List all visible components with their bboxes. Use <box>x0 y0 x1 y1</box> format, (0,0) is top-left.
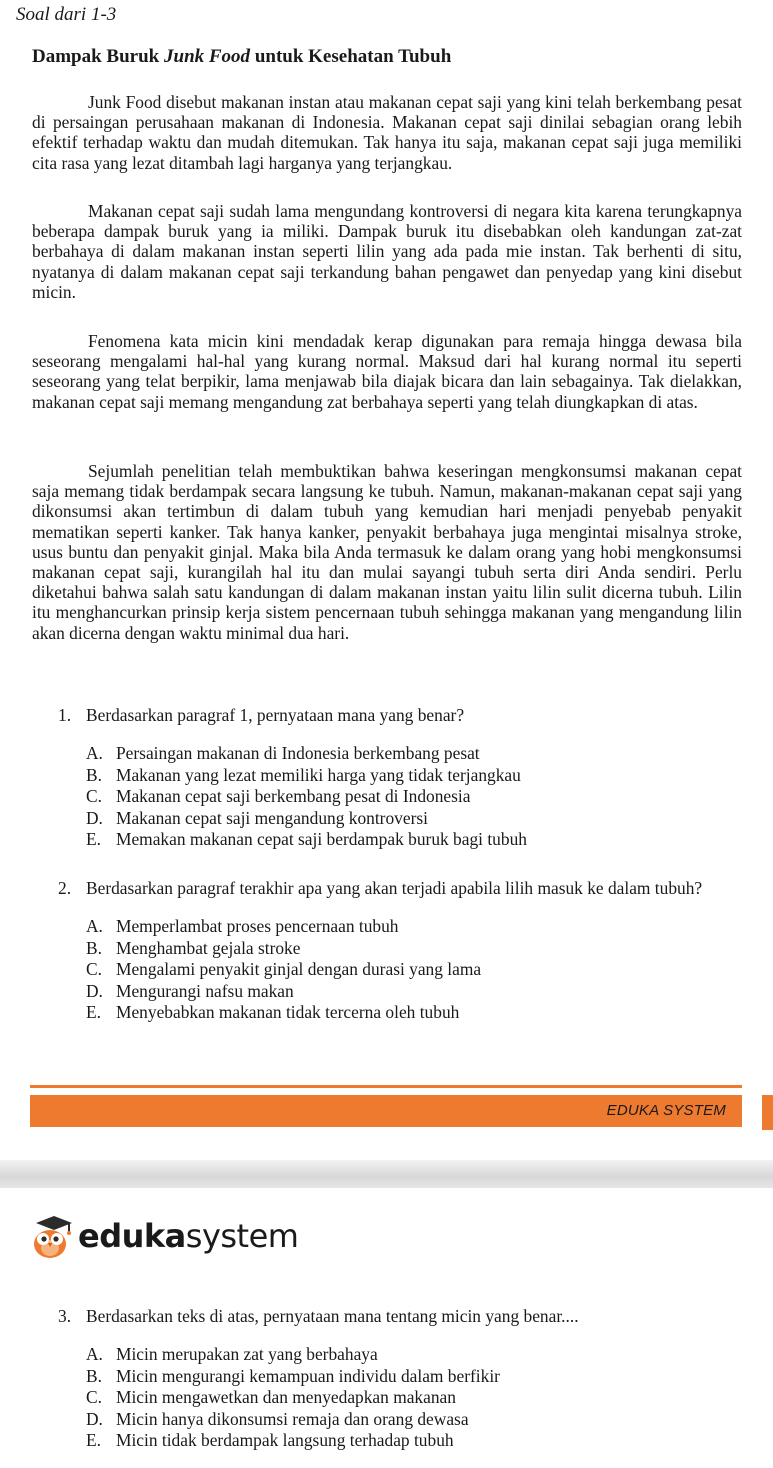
paragraph-1: Junk Food disebut makanan instan atau makanan cepat saji yang kini telah berkembang pesat di persaingan perusahaan makanan di Indonesia. Makanan cepat saji dinilai sebagian orang lebih efektif terhadap waktu dan mudah ditemukan. Tak hanya itu saja, makanan cepat saji juga memiliki cita rasa yang lezat ditambah lagi harganya yang terjangkau. <box>32 92 742 173</box>
option-e[interactable] <box>86 1430 742 1452</box>
question-number: 1. <box>58 705 72 725</box>
question-number: 3. <box>58 1306 72 1326</box>
question-text: Berdasarkan teks di atas, pernyataan mana tentang micin yang benar.... <box>86 1306 579 1326</box>
question-1 <box>58 705 742 851</box>
option-text: Mengurangi nafsu makan <box>116 980 294 1001</box>
option-text: Menghambat gejala stroke <box>116 937 301 958</box>
option-letter: C. <box>86 786 102 807</box>
option-text: Makanan yang lezat memiliki harga yang tidak terjangkau <box>116 764 521 785</box>
question-stem <box>58 1306 742 1326</box>
option-text: Persaingan makanan di Indonesia berkembang pesat <box>116 743 480 764</box>
footer-tab <box>762 1095 773 1130</box>
paragraph-3: Fenomena kata micin kini mendadak kerap digunakan para remaja hingga dewasa bila seseorang mengalami hal-hal yang kurang normal. Maksud dari hal kurang normal itu seperti seseorang yang telat berpikir, lama menjawab bila diajak bicara dan lain sebagainya. Tak dielakkan, makanan cepat saji memang mengandung zat berbahaya seperti yang telah diungkapkan di atas. <box>32 331 742 412</box>
option-letter: A. <box>86 916 103 937</box>
option-d[interactable] <box>86 981 742 1003</box>
option-text: Mengalami penyakit ginjal dengan durasi yang lama <box>116 959 482 980</box>
option-letter: A. <box>86 1344 103 1365</box>
article-title-part3: untuk Kesehatan Tubuh <box>250 46 452 67</box>
option-letter: D. <box>86 980 103 1001</box>
option-d[interactable] <box>86 808 742 830</box>
option-text: Micin mengurangi kemampuan individu dalam berfikir <box>116 1365 500 1386</box>
question-stem <box>58 705 742 725</box>
article-title-junk-food: Junk Food <box>164 46 251 67</box>
option-text: Memperlambat proses pencernaan tubuh <box>116 916 399 937</box>
section-label: Soal dari 1-3 <box>16 4 117 25</box>
eduka-system-logo <box>30 1210 298 1262</box>
owl-mascot-icon <box>30 1213 74 1259</box>
option-text: Micin hanya dikonsumsi remaja dan orang dewasa <box>116 1408 469 1429</box>
option-list <box>86 743 742 851</box>
option-letter: E. <box>86 1430 101 1451</box>
option-b[interactable] <box>86 938 742 960</box>
option-d[interactable] <box>86 1409 742 1431</box>
question-stem <box>58 878 742 898</box>
option-c[interactable] <box>86 959 742 981</box>
option-text: Micin merupakan zat yang berbahaya <box>116 1344 378 1365</box>
option-b[interactable] <box>86 765 742 787</box>
option-letter: B. <box>86 764 102 785</box>
article-title-part1: Dampak Buruk <box>32 46 164 67</box>
option-letter: C. <box>86 1387 102 1408</box>
option-text: Memakan makanan cepat saji berdampak buruk bagi tubuh <box>116 829 527 850</box>
option-text: Makanan cepat saji berkembang pesat di Indonesia <box>116 786 471 807</box>
logo-wordmark-light: system <box>185 1217 299 1255</box>
question-text: Berdasarkan paragraf terakhir apa yang akan terjadi apabila lilih masuk ke dalam tubuh? <box>86 878 703 898</box>
option-c[interactable] <box>86 786 742 808</box>
page-separator <box>0 1160 773 1188</box>
footer-brand-text: EDUKA SYSTEM <box>606 1102 726 1119</box>
option-text: Micin mengawetkan dan menyedapkan makanan <box>116 1387 456 1408</box>
article-title <box>32 46 451 68</box>
question-2 <box>58 878 742 1024</box>
option-list <box>86 916 742 1024</box>
option-c[interactable] <box>86 1387 742 1409</box>
footer-divider <box>30 1085 742 1088</box>
option-letter: E. <box>86 1002 101 1023</box>
logo-wordmark-bold: eduka <box>78 1217 186 1255</box>
option-letter: A. <box>86 743 103 764</box>
question-text: Berdasarkan paragraf 1, pernyataan mana yang benar? <box>86 705 465 725</box>
option-text: Micin tidak berdampak langsung terhadap tubuh <box>116 1430 454 1451</box>
paragraph-4: Sejumlah penelitian telah membuktikan bahwa keseringan mengkonsumsi makanan cepat saja memang tidak berdampak secara langsung ke tubuh. Namun, makanan-makanan cepat saji yang dikonsumsi akan tertimbun di dalam tubuh yang kemudian hari menjadi penyebab penyakit mematikan seperti kanker. Tak hanya kanker, penyakit berbahaya juga mengintai misalnya stroke, usus buntu dan penyakit ginjal. Maka bila Anda termasuk ke dalam orang yang hobi mengkonsumsi makanan cepat saji, kurangilah hal itu dan mulai sayangi tubuh serta diri Anda sendiri. Perlu diketahui bahwa salah satu kandungan di dalam makanan instan yaitu lilin sulit dicerna tubuh. Lilin itu menghancurkan prinsip kerja sistem pencernaan tubuh sehingga makanan yang mengandung lilin akan dicerna dengan waktu minimal dua hari. <box>32 461 742 643</box>
logo-wordmark <box>78 1217 298 1255</box>
option-text: Menyebabkan makanan tidak tercerna oleh tubuh <box>116 1002 460 1023</box>
option-a[interactable] <box>86 916 742 938</box>
paragraph-2: Makanan cepat saji sudah lama mengundang kontroversi di negara kita karena terungkapnya beberapa dampak buruk yang ia miliki. Dampak buruk itu disebabkan oleh kandungan zat-zat berbahaya di dalam makanan instan seperti lilin yang ada pada mie instan. Tak berhenti di situ, nyatanya di dalam makanan cepat saji terkandung bahan pengawet dan penyedap yang kini disebut micin. <box>32 201 742 302</box>
option-letter: B. <box>86 937 102 958</box>
option-letter: E. <box>86 829 101 850</box>
option-a[interactable] <box>86 743 742 765</box>
option-letter: D. <box>86 807 103 828</box>
option-e[interactable] <box>86 829 742 851</box>
option-letter: B. <box>86 1365 102 1386</box>
question-number: 2. <box>58 878 72 898</box>
option-e[interactable] <box>86 1002 742 1024</box>
option-a[interactable] <box>86 1344 742 1366</box>
option-list <box>86 1344 742 1452</box>
question-3 <box>58 1306 742 1452</box>
footer-bar <box>30 1095 742 1127</box>
option-text: Makanan cepat saji mengandung kontroversi <box>116 807 428 828</box>
option-b[interactable] <box>86 1366 742 1388</box>
option-letter: D. <box>86 1408 103 1429</box>
option-letter: C. <box>86 959 102 980</box>
